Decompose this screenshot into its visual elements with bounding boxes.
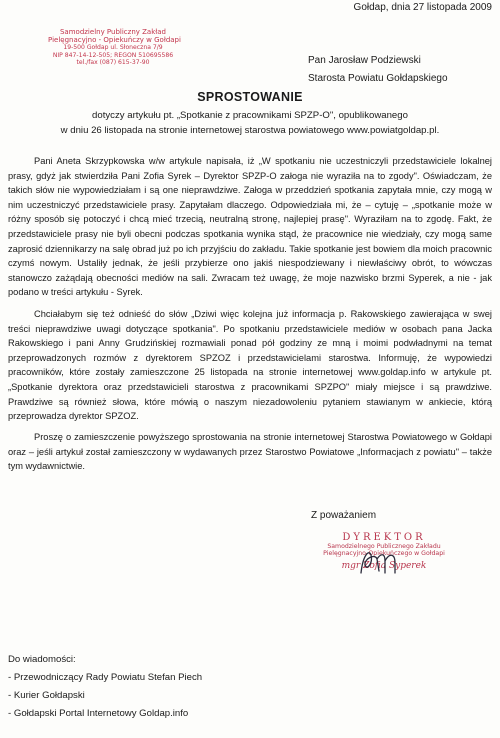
- handwritten-signature: [355, 545, 405, 579]
- recipient-position: Starosta Powiatu Gołdapskiego: [308, 73, 448, 84]
- signature-stamp-name: mgr Zofia Syperek: [341, 560, 427, 571]
- paragraph-3: [8, 430, 492, 474]
- sender-stamp-phone: tel./fax (087) 615-37-90: [76, 59, 150, 67]
- cc-heading: Do wiadomości:: [8, 654, 76, 665]
- cc-block: [8, 651, 202, 723]
- sender-stamp-address: 19-500 Gołdap ul. Słoneczna 7/9: [63, 44, 163, 51]
- cc-item: - Przewodniczący Rady Powiatu Stefan Piech: [8, 672, 203, 683]
- recipient-block: [308, 52, 448, 88]
- cc-item: - Kurier Gołdapski: [8, 690, 85, 701]
- document-title: SPROSTOWANIE: [197, 90, 303, 104]
- sender-stamp-line: Samodzielny Publiczny Zakład: [59, 28, 166, 36]
- paragraph-text: Pani Aneta Skrzypkowska w/w artykule napisała, iż „W spotkaniu nie uczestniczyli przedstawiciele lokalnej prasy, gdyż jak stwierdziła Pani Zofia Syrek – Dyrektor SPZP-O załoga nie wyraziła na to zgody". Oświadczam, że takich słów nie wypowiedziałam i są one nieprawdziwe. Załoga w przeddzień spotkania zapytała mnie, czy mogą w nim uczestniczyć przedstawiciele prasy. Zapytałam dlaczego. Odpowiedziała mi, że – cytuję – „spotkanie może w różny sposób się potoczyć i chcą mieć trzecią, neutralną stronę, najlepiej prasę". Wyraziłam na to zgodę. Fakt, że przedstawiciele prasy nie byli obecni podczas spotkania wynika stąd, że pracownice nie wiedziały, czy mogą same zaprosić dziennikarzy na salę obrad już po ich przyjściu do zakładu. Takie spotkanie jest bowiem dla moich pracownic czymś nowym. Ustaliły jednak, że jeśli przybierze ono jakiś niespodziewany i niewłaściwy obrót, to wówczas stanowczo zażądają obecności mediów na sali. Zwracam też uwagę, że moje nazwisko brzmi Syperek, a nie - jak podano w treści artykułu - Syrek.: [8, 156, 492, 298]
- paragraph-1: [8, 154, 492, 300]
- subject-line: w dniu 26 listopada na stronie internetowej starostwa powiatowego www.powiatgoldap.pl.: [60, 124, 440, 136]
- recipient-name: Pan Jarosław Podziewski: [308, 55, 421, 66]
- signature-stamp-line: Samodzielnego Publicznego Zakładu: [327, 543, 441, 550]
- paragraph-text: Proszę o zamieszczenie powyższego sprostowania na stronie internetowej Starostwa Powiatowego w Gołdapi oraz – jeśli artykuł został zamieszczony w wydawanych przez Starostwo Powiatowe „Informacjach z powiatu" – także tym wydawnictwie.: [8, 432, 492, 472]
- closing-greeting: Z poważaniem: [311, 510, 377, 521]
- sender-stamp: [48, 28, 181, 67]
- date-line: Gołdap, dnia 27 listopada 2009: [353, 2, 492, 13]
- sender-stamp-nip: NIP 847-14-12-505; REGON 510695586: [52, 51, 174, 59]
- subject-line: dotyczy artykułu pt. „Spotkanie z pracownikami SPZP-O", opublikowanego: [92, 110, 408, 121]
- subject-block: [0, 109, 500, 138]
- paragraph-text: Chciałabym się też odnieść do słów „Dziwi więc kolejna już informacja p. Rakowskiego zawierająca w swej treści nieprawdziwe uwagi dotyczące spotkania". Po spotkaniu przedstawiciele mediów w osobach pana Jacka Rakowskiego i pani Anny Grudzińskiej rozmawiali ponad pół godziny ze mną i moimi podwładnymi na temat przeprowadzonych rozmów z dyrektorem SPZOZ i przedstawicielami starostwa. Informuję, że wypowiedzi pracowników, które zostały zamieszczone 25 listopada na stronie internetowej www.goldap.info w artykule pt. „Spotkanie dyrektora oraz przedstawicieli starostwa z pracownikami SPZPO" miały miejsce i są prawdziwe. Prawdziwe są również słowa, które mówią o naszym niezadowoleniu pytaniem stawianym w ankiecie, którą przeprowadza dyrektor SPZOZ.: [8, 309, 492, 422]
- cc-item: - Gołdapski Portal Internetowy Goldap.info: [8, 708, 189, 719]
- signature-stamp-line: Pielęgnacyjno-Opiekuńczego w Gołdapi: [323, 550, 445, 558]
- paragraph-2: [8, 307, 492, 424]
- sender-stamp-line: Pielęgnacyjno - Opiekuńczy w Gołdapi: [48, 36, 181, 44]
- signature-stamp-title: DYREKTOR: [342, 532, 426, 543]
